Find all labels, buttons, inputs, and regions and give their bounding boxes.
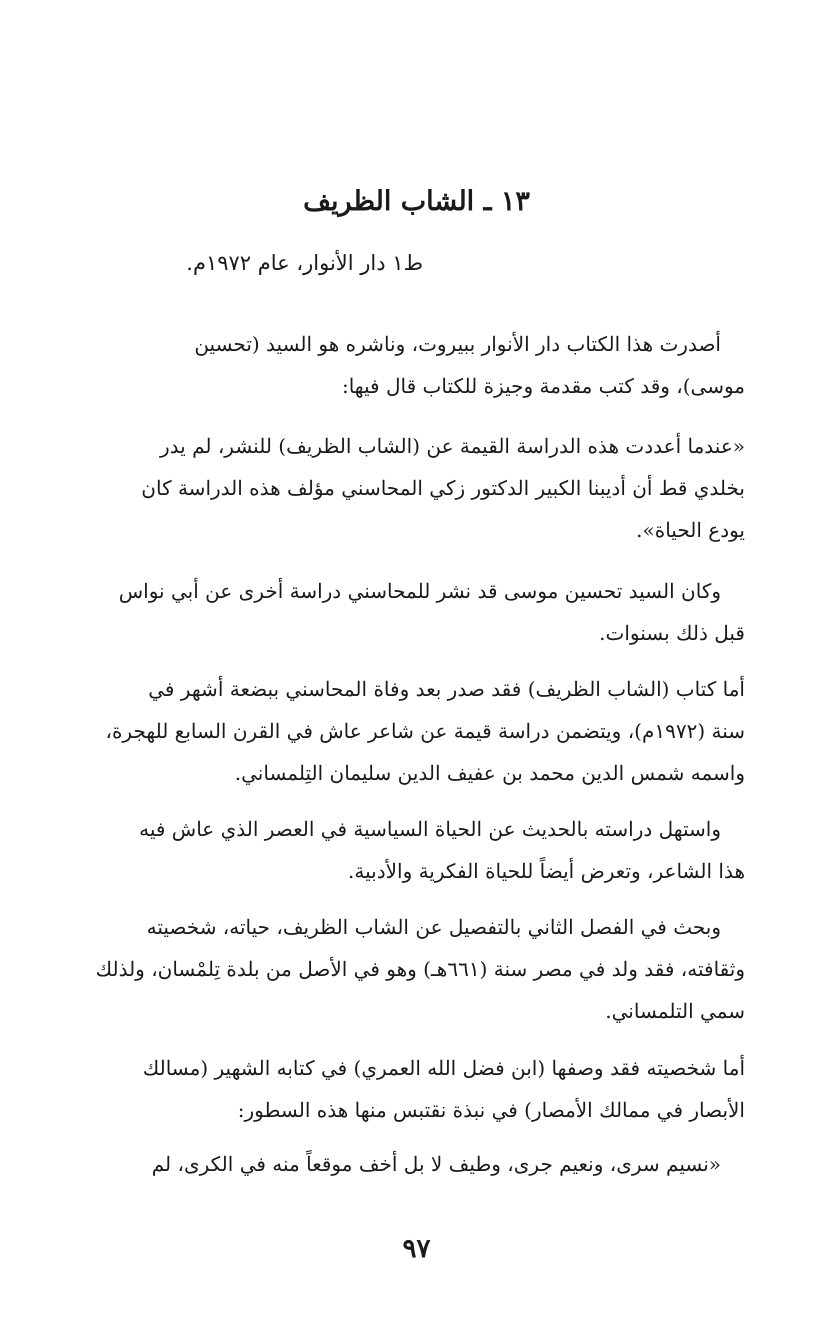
text-line: سنة (١٩٧٢م)، ويتضمن دراسة قيمة عن شاعر عاش في القرن السابع للهجرة، bbox=[105, 719, 745, 743]
text-line: واستهل دراسته بالحديث عن الحياة السياسية في العصر الذي عاش فيه bbox=[139, 817, 721, 841]
paragraph-personality bbox=[65, 1047, 745, 1131]
text-line: سمي التلمساني. bbox=[605, 999, 745, 1023]
paragraph-quotation bbox=[65, 1143, 745, 1185]
text-line: أما شخصيته فقد وصفها (ابن فضل الله العمري) في كتابه الشهير (مسالك bbox=[142, 1056, 745, 1080]
paragraph-quote-intro bbox=[65, 425, 745, 551]
paragraph-second-chapter bbox=[65, 906, 745, 1032]
text-line: أما كتاب (الشاب الظريف) فقد صدر بعد وفاة المحاسني ببضعة أشهر في bbox=[148, 677, 745, 701]
text-line: أصدرت هذا الكتاب دار الأنوار ببيروت، وناشره هو السيد (تحسين bbox=[194, 332, 721, 356]
paragraph-previous-study bbox=[65, 570, 745, 654]
text-line: الأبصار في ممالك الأمصار) في نبذة نقتبس منها هذه السطور: bbox=[237, 1098, 745, 1122]
text-line: هذا الشاعر، وتعرض أيضاً للحياة الفكرية والأدبية. bbox=[348, 859, 745, 883]
page-number: ٩٧ bbox=[402, 1234, 431, 1264]
text-line: وكان السيد تحسين موسى قد نشر للمحاسني دراسة أخرى عن أبي نواس bbox=[118, 579, 721, 603]
text-line: قبل ذلك بسنوات. bbox=[599, 621, 745, 645]
text-line: وبحث في الفصل الثاني بالتفصيل عن الشاب الظريف، حياته، شخصيته bbox=[146, 915, 721, 939]
edition-info: ط١ دار الأنوار، عام ١٩٧٢م. bbox=[186, 251, 423, 275]
paragraph-political-life bbox=[65, 808, 745, 892]
section-heading: ١٣ ـ الشاب الظريف bbox=[303, 186, 530, 217]
text-line: «عندما أعددت هذه الدراسة القيمة عن (الشاب الظريف) للنشر، لم يدر bbox=[159, 434, 745, 458]
text-line: يودع الحياة». bbox=[636, 518, 745, 542]
text-line: «نسيم سرى، ونعيم جرى، وطيف لا بل أخف موقعاً منه في الكرى، لم bbox=[151, 1152, 721, 1176]
text-line: بخلدي قط أن أديبنا الكبير الدكتور زكي المحاسني مؤلف هذه الدراسة كان bbox=[141, 476, 745, 500]
text-line: وثقافته، فقد ولد في مصر سنة (٦٦١هـ) وهو في الأصل من بلدة تِلمْسان، ولذلك bbox=[95, 957, 745, 981]
paragraph-publisher bbox=[65, 323, 745, 407]
paragraph-book-summary bbox=[65, 668, 745, 794]
text-line: موسى)، وقد كتب مقدمة وجيزة للكتاب قال فيها: bbox=[341, 374, 745, 398]
text-line: واسمه شمس الدين محمد بن عفيف الدين سليمان التِلمساني. bbox=[234, 761, 745, 785]
